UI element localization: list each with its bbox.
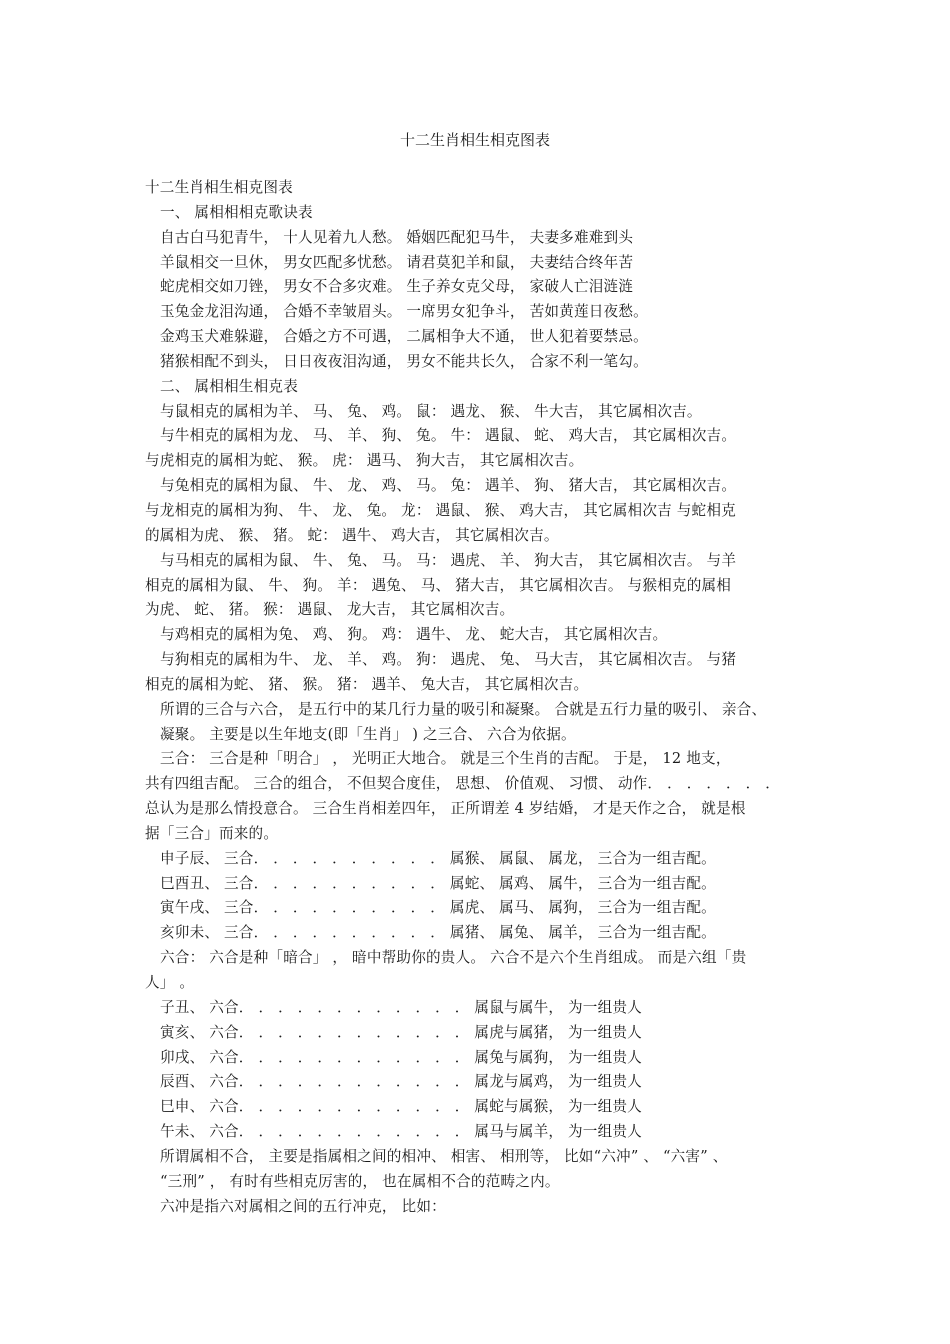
text-line: 与鸡相克的属相为兔、 鸡、 狗。 鸡： 遇牛、 龙、 蛇大吉， 其它属相次吉。 — [160, 626, 668, 644]
text-line: 辰酉、 六合． ． ． ． ． ． ． ． ． ． ． ． 属龙与属鸡， 为一组贵人 — [160, 1073, 642, 1091]
text-line: 相克的属相为蛇、 猪、 猴。 猪： 遇羊、 兔大吉， 其它属相次吉。 — [145, 675, 589, 693]
text-line: 午未、 六合． ． ． ． ． ． ． ． ． ． ． ． 属马与属羊， 为一组贵人 — [160, 1123, 642, 1141]
text-line: 猪猴相配不到头， 日日夜夜泪沟通， 男女不能共长久， 合家不利一笔勾。 — [160, 352, 648, 370]
text-line: 蛇虎相交如刀锉， 男女不合多灾难。 生子养女克父母， 家破人亡泪涟涟 — [160, 278, 634, 296]
text-line: 子丑、 六合． ． ． ． ． ． ． ． ． ． ． ． 属鼠与属牛， 为一组贵人 — [160, 998, 642, 1016]
text-line: 巳申、 六合． ． ． ． ． ． ． ． ． ． ． ． 属蛇与属猴， 为一组贵人 — [160, 1098, 642, 1116]
text-line: 所谓的三合与六合， 是五行中的某几行力量的吸引和凝聚。 合就是五行力量的吸引、 亲合、 — [160, 700, 767, 718]
text-line: 寅亥、 六合． ． ． ． ． ． ． ． ． ． ． ． 属虎与属猪， 为一组贵人 — [160, 1023, 642, 1041]
text-line: 与兔相克的属相为鼠、 牛、 龙、 鸡、 马。 兔： 遇羊、 狗、 猪大吉， 其它属相次吉。 — [160, 477, 737, 495]
page-title: 十二生肖相生相克图表 — [399, 131, 550, 149]
text-line: 所谓属相不合， 主要是指属相之间的相冲、 相害、 相刑等， 比如“六冲” 、 “六害” 、 — [160, 1147, 728, 1165]
text-line: 三合： 三合是种「明合」 ， 光明正大地合。 就是三个生肖的吉配。 于是， 12 地支， — [160, 750, 731, 768]
text-line: 人」 。 — [145, 974, 195, 991]
text-line: 亥卯未、 三合． ． ． ． ． ． ． ． ． ． 属猪、 属兔、 属羊， 三合为一组吉配。 — [160, 924, 716, 942]
text-line: 共有四组吉配。 三合的组合， 不但契合度佳， 思想、 价值观、 习惯、 动作． ． ． ． ． ． ． — [145, 775, 781, 793]
text-line: 据「三合」而来的。 — [145, 824, 279, 842]
text-line: 六合： 六合是种「暗合」 ， 暗中帮助你的贵人。 六合不是六个生肖组成。 而是六组「贵 — [160, 949, 747, 967]
text-line: 六冲是指六对属相之间的五行冲克， 比如： — [160, 1197, 446, 1215]
text-line: 羊鼠相交一旦休， 男女匹配多忧愁。 请君莫犯羊和鼠， 夫妻结合终年苦 — [160, 253, 634, 271]
text-line: 一、 属相相相克歌诀表 — [160, 203, 313, 221]
text-line: 自古白马犯青牛， 十人见着九人愁。 婚姻匹配犯马牛， 夫妻多难难到头 — [160, 228, 634, 246]
text-line: 凝聚。 主要是以生年地支(即「生肖」 ) 之三合、 六合为依据。 — [160, 725, 576, 743]
text-line: 总认为是那么情投意合。 三合生肖相差四年， 正所谓差 4 岁结婚， 才是天作之合， 就是根 — [145, 800, 746, 818]
text-line: 十二生肖相生相克图表 — [145, 179, 293, 196]
text-line: 与狗相克的属相为牛、 龙、 羊、 鸡。 狗： 遇虎、 兔、 马大吉， 其它属相次吉。 与猪 — [160, 651, 737, 669]
text-line: 与虎相克的属相为蛇、 猴。 虎： 遇马、 狗大吉， 其它属相次吉。 — [145, 452, 584, 470]
document-body — [145, 176, 825, 1219]
text-line: 与牛相克的属相为龙、 马、 羊、 狗、 兔。 牛： 遇鼠、 蛇、 鸡大吉， 其它属相次吉。 — [160, 427, 737, 445]
text-line: 的属相为虎、 猴、 猪。 蛇： 遇牛、 鸡大吉， 其它属相次吉。 — [145, 526, 559, 544]
text-line: 申子辰、 三合． ． ． ． ． ． ． ． ． ． 属猴、 属鼠、 属龙， 三合为一组吉配。 — [160, 849, 716, 867]
text-line: “三刑” ， 有时有些相克厉害的， 也在属相不合的范畴之内。 — [160, 1172, 560, 1190]
text-line: 二、 属相相生相克表 — [160, 377, 298, 395]
text-line: 寅午戌、 三合． ． ． ． ． ． ． ． ． ． 属虎、 属马、 属狗， 三合为一组吉配。 — [160, 899, 716, 917]
text-line: 卯戌、 六合． ． ． ． ． ． ． ． ． ． ． ． 属兔与属狗， 为一组贵人 — [160, 1048, 642, 1066]
text-line: 为虎、 蛇、 猪。 猴： 遇鼠、 龙大吉， 其它属相次吉。 — [145, 601, 515, 619]
text-line: 相克的属相为鼠、 牛、 狗。 羊： 遇兔、 马、 猪大吉， 其它属相次吉。 与猴相克的属相 — [145, 576, 732, 594]
text-line: 玉兔金龙泪沟通， 合婚不幸皱眉头。 一席男女犯争斗， 苦如黄莲日夜愁。 — [160, 303, 648, 321]
text-line: 与鼠相克的属相为羊、 马、 兔、 鸡。 鼠： 遇龙、 猴、 牛大吉， 其它属相次吉。 — [160, 402, 702, 420]
text-line: 与龙相克的属相为狗、 牛、 龙、 兔。 龙： 遇鼠、 猴、 鸡大吉， 其它属相次吉 与蛇相克 — [145, 501, 736, 519]
text-line: 巳酉丑、 三合． ． ． ． ． ． ． ． ． ． 属蛇、 属鸡、 属牛， 三合为一组吉配。 — [160, 874, 716, 892]
text-line: 与马相克的属相为鼠、 牛、 兔、 马。 马： 遇虎、 羊、 狗大吉， 其它属相次吉。 与羊 — [160, 551, 737, 569]
text-line: 金鸡玉犬难躲避， 合婚之方不可遇， 二属相争大不通， 世人犯着要禁忌。 — [160, 328, 648, 346]
